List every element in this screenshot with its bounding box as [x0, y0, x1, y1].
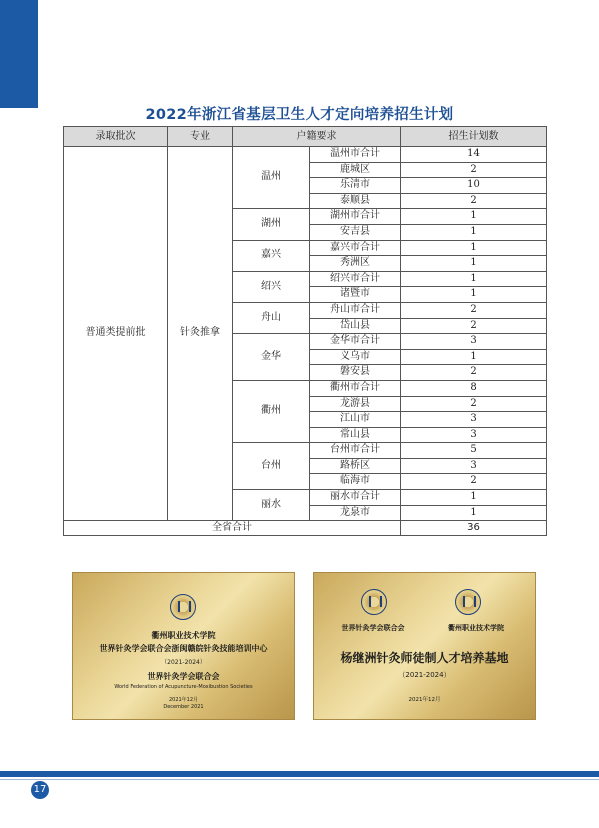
table-row — [64, 147, 547, 163]
area-cell: 泰顺县 — [310, 193, 401, 209]
plaque-left-line1: 衢州职业技术学院 — [151, 631, 216, 640]
footer-bar — [0, 771, 599, 777]
quota-cell: 2 — [401, 365, 547, 381]
total-label: 全省合计 — [64, 521, 401, 536]
quota-cell: 1 — [401, 490, 547, 506]
plaque-right-date: 2021年12月 — [408, 697, 441, 703]
area-cell: 龙游县 — [310, 396, 401, 412]
plaque-left-line6: 2021年12月 — [168, 697, 199, 703]
quota-cell: 2 — [401, 162, 547, 178]
area-cell: 嘉兴市合计 — [310, 240, 401, 256]
quota-cell: 14 — [401, 147, 547, 163]
area-cell: 衢州市合计 — [310, 380, 401, 396]
plaque-right-org1: 世界针灸学会联合会 — [341, 624, 405, 632]
city-cell: 湖州 — [233, 209, 310, 240]
area-cell: 岱山县 — [310, 318, 401, 334]
quota-cell: 2 — [401, 396, 547, 412]
college-emblem-icon — [455, 589, 481, 615]
quota-cell: 1 — [401, 271, 547, 287]
quota-cell: 2 — [401, 474, 547, 490]
city-cell: 嘉兴 — [233, 240, 310, 271]
area-cell: 乐清市 — [310, 178, 401, 194]
page-title: 2022年浙江省基层卫生人才定向培养招生计划 — [145, 107, 454, 123]
quota-cell: 1 — [401, 240, 547, 256]
area-cell: 安吉县 — [310, 224, 401, 240]
area-cell: 温州市合计 — [310, 147, 401, 163]
city-cell: 丽水 — [233, 490, 310, 521]
area-cell: 义乌市 — [310, 349, 401, 365]
quota-cell: 1 — [401, 287, 547, 303]
city-cell: 衢州 — [233, 380, 310, 442]
quota-cell: 1 — [401, 505, 547, 521]
area-cell: 绍兴市合计 — [310, 271, 401, 287]
wfas-emblem-icon — [361, 589, 387, 615]
quota-cell: 3 — [401, 334, 547, 350]
area-cell: 路桥区 — [310, 458, 401, 474]
area-cell: 常山县 — [310, 427, 401, 443]
plaque-left-line4: 世界针灸学会联合会 — [147, 672, 220, 681]
quota-cell: 3 — [401, 458, 547, 474]
plaque-right-org2: 衢州职业技术学院 — [448, 624, 504, 632]
plaque-left-line7: December 2021 — [163, 704, 204, 710]
area-cell: 江山市 — [310, 412, 401, 428]
total-row — [64, 521, 547, 536]
area-cell: 台州市合计 — [310, 443, 401, 459]
plaque-training-center — [72, 572, 295, 720]
quota-cell: 1 — [401, 224, 547, 240]
area-cell: 临海市 — [310, 474, 401, 490]
quota-cell: 1 — [401, 209, 547, 225]
quota-cell: 3 — [401, 412, 547, 428]
city-cell: 舟山 — [233, 302, 310, 333]
quota-cell: 1 — [401, 349, 547, 365]
city-cell: 台州 — [233, 443, 310, 490]
footer-divider — [0, 779, 599, 780]
area-cell: 秀洲区 — [310, 256, 401, 272]
quota-cell: 8 — [401, 380, 547, 396]
area-cell: 丽水市合计 — [310, 490, 401, 506]
area-cell: 龙泉市 — [310, 505, 401, 521]
plaque-left-line2: 世界针灸学会联合会浙闽赣皖针灸技能培训中心 — [99, 644, 268, 653]
batch-cell: 普通类提前批 — [64, 147, 168, 521]
page-number: 17 — [31, 781, 49, 799]
plaque-right-years: （2021-2024） — [398, 671, 451, 679]
city-cell: 温州 — [233, 147, 310, 209]
city-cell: 绍兴 — [233, 271, 310, 302]
plaque-left-line5: World Federation of Acupuncture-Moxibustion Societies — [114, 684, 253, 690]
plaque-left-line3: （2021-2024） — [161, 659, 206, 666]
enrollment-plan-table — [63, 126, 547, 536]
quota-cell: 1 — [401, 256, 547, 272]
quota-cell: 2 — [401, 302, 547, 318]
quota-cell: 3 — [401, 427, 547, 443]
header-major: 专业 — [168, 127, 233, 147]
quota-cell: 2 — [401, 318, 547, 334]
area-cell: 湖州市合计 — [310, 209, 401, 225]
area-cell: 鹿城区 — [310, 162, 401, 178]
plaque-apprenticeship-base — [313, 572, 536, 720]
major-cell: 针灸推拿 — [168, 147, 233, 521]
area-cell: 金华市合计 — [310, 334, 401, 350]
wfas-emblem-icon — [170, 594, 196, 620]
area-cell: 磐安县 — [310, 365, 401, 381]
area-cell: 舟山市合计 — [310, 302, 401, 318]
total-value: 36 — [401, 521, 547, 536]
table-header-row — [64, 127, 547, 147]
quota-cell: 10 — [401, 178, 547, 194]
quota-cell: 2 — [401, 193, 547, 209]
table-body — [64, 147, 547, 536]
corner-accent-block — [0, 0, 38, 108]
city-cell: 金华 — [233, 334, 310, 381]
header-quota: 招生计划数 — [401, 127, 547, 147]
quota-cell: 5 — [401, 443, 547, 459]
header-residence: 户籍要求 — [233, 127, 401, 147]
plaque-right-main: 杨继洲针灸师徒制人才培养基地 — [340, 651, 509, 665]
header-batch: 录取批次 — [64, 127, 168, 147]
area-cell: 诸暨市 — [310, 287, 401, 303]
